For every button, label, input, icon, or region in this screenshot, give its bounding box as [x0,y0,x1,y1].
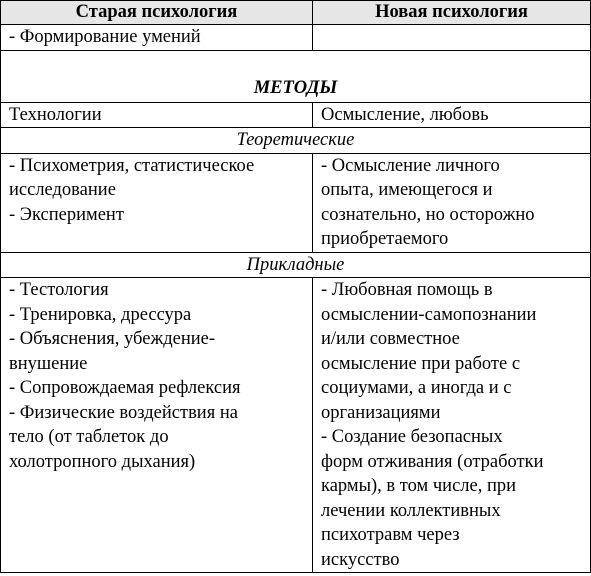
text-line: форм отживания (отработки [321,451,544,472]
table-row-technologies [1,102,591,128]
text-line: осмысление при работе с [321,353,521,374]
cell-old-skills: - Формирование умений [1,25,313,51]
text-line: опыта, имеющегося и [321,180,493,200]
text-line: и/или совместное [321,329,460,349]
text-line: - Психометрия, статистическое [9,155,255,176]
text-line: кармы), в том числе, при [321,476,517,496]
text-line: исследование [9,180,116,200]
text-line: тело (от таблеток до [9,427,169,447]
cell-new-theoretical [313,153,591,252]
applied-title: Прикладные [1,252,591,278]
text-line: социумами, а иногда и с [321,378,512,398]
theoretical-subsection-row [1,128,591,154]
cell-new-applied [313,278,591,573]
text-line: - Объяснения, убеждение- [9,329,216,349]
text-line: психотравм через [321,525,460,545]
text-line: - Тестология [9,280,109,300]
text-line: холотропного дыхания) [9,451,196,472]
text-line: организациями [321,402,441,423]
text-line: - Эксперимент [9,204,124,225]
table-header-row [1,1,591,25]
applied-subsection-row [1,252,591,278]
table-row-applied [1,278,591,573]
methods-section-row [1,50,591,102]
table-row-skills [1,25,591,51]
text-line: искусство [321,549,400,570]
text-line: - Создание безопасных [321,427,503,447]
text-line: приобретаемого [321,229,449,249]
cell-new-technologies: Осмысление, любовь [313,102,591,128]
theoretical-title: Теоретические [1,128,591,154]
cell-old-technologies: Технологии [1,102,313,128]
text-line: - Любовная помощь в [321,280,493,300]
cell-old-applied [1,278,313,573]
methods-title: МЕТОДЫ [1,50,591,102]
header-old-psychology: Старая психология [1,1,313,25]
header-new-psychology: Новая психология [313,1,591,25]
text-line: сознательно, но осторожно [321,204,535,225]
text-line: - Сопровождаемая рефлексия [9,378,241,398]
table-row-theoretical [1,153,591,252]
text-line: - Осмысление личного [321,155,500,176]
cell-new-skills [313,25,591,51]
text-line: лечении коллективных [321,500,501,521]
text-line: внушение [9,353,88,374]
text-line: - Физические воздействия на [9,402,238,423]
text-line: осмыслении-самопознании [321,304,537,325]
text-line: - Тренировка, дрессура [9,304,192,325]
cell-old-theoretical [1,153,313,252]
